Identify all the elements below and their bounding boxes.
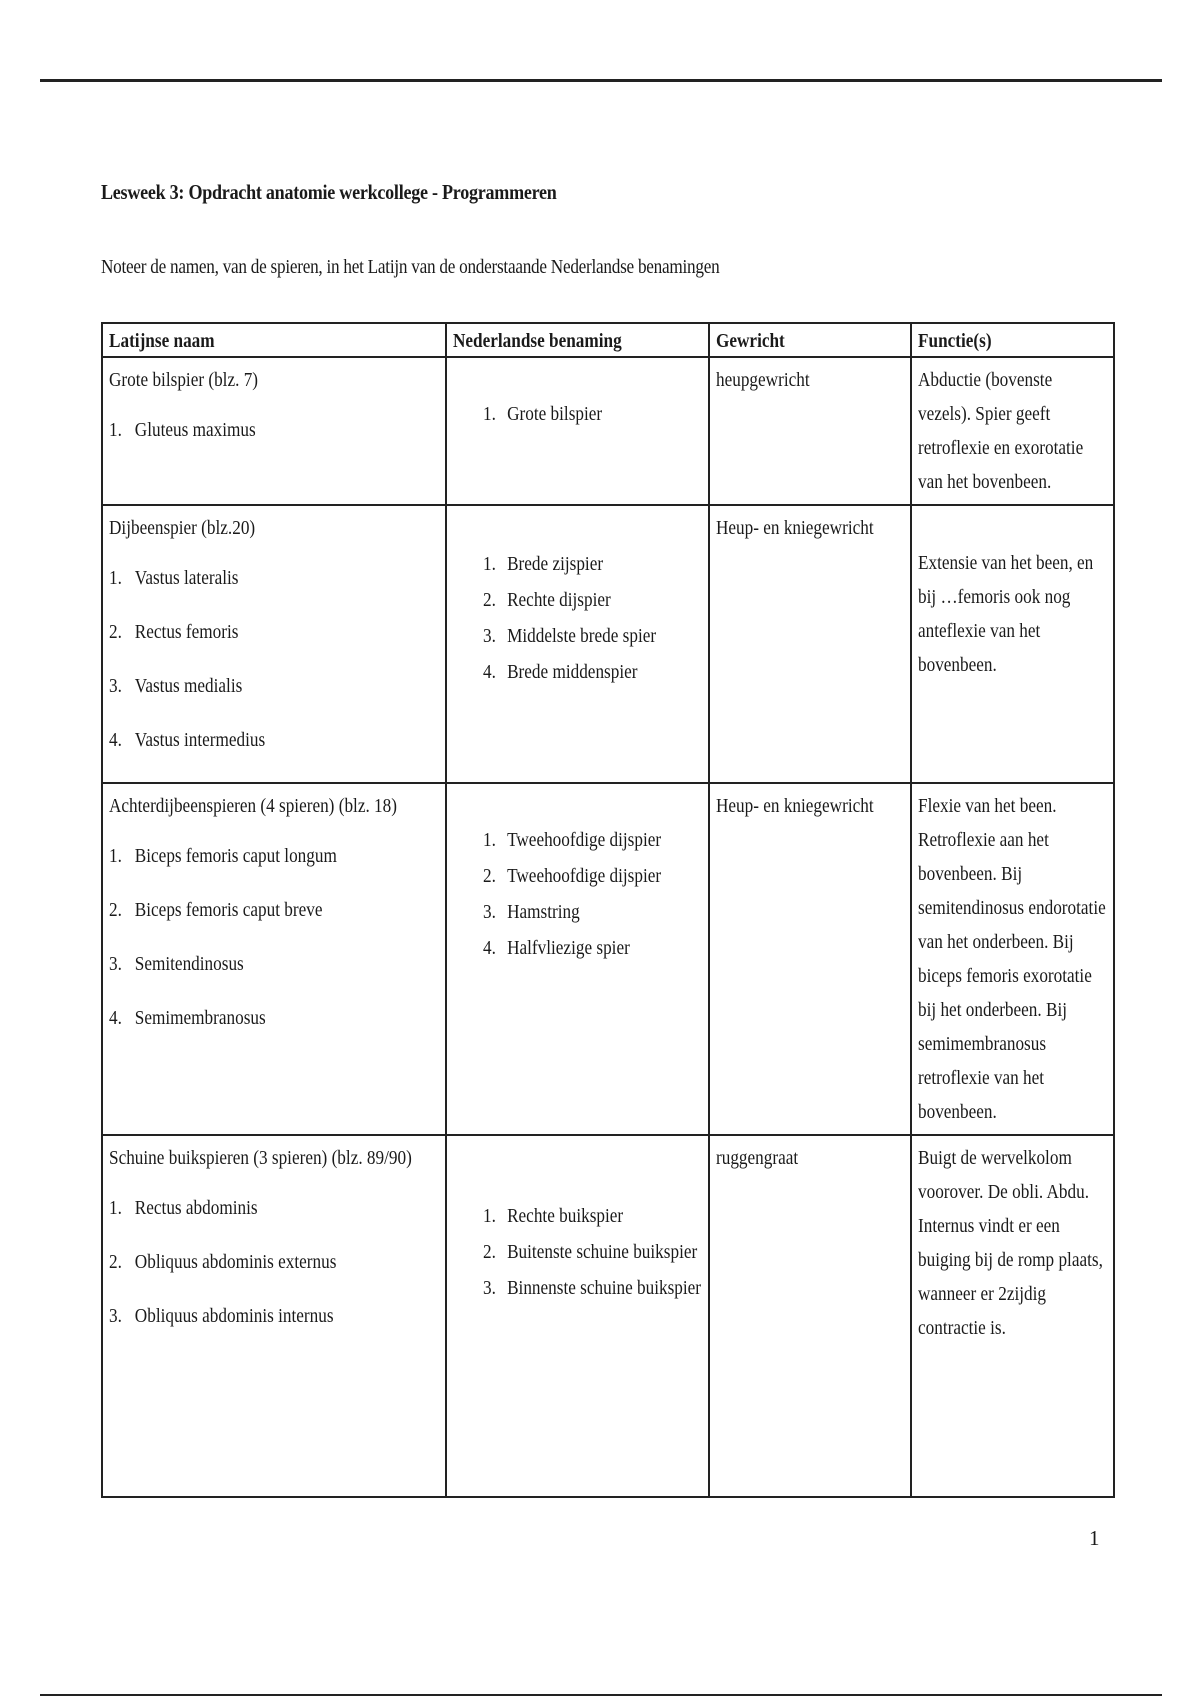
function-cell: Buigt de wervelkolom voorover. De obli. Abdu. Internus vindt er een buiging bij de romp plaats, wanneer er 2zijdig contractie is.: [911, 1135, 1114, 1497]
header-function: Functie(s): [911, 323, 1114, 357]
footer-rule: [40, 1694, 1162, 1696]
dutch-cell: [446, 505, 709, 783]
list-item: 4. Halfvliezige spier: [483, 937, 630, 959]
list-item: 2. Buitenste schuine buikspier: [483, 1241, 698, 1263]
table-row: [102, 1135, 1114, 1497]
instruction-text: Noteer de namen, van de spieren, in het Latijn van de onderstaande Nederlandse benamingen: [101, 256, 720, 278]
list-item: 3. Middelste brede spier: [483, 625, 657, 647]
dutch-cell: [446, 1135, 709, 1497]
list-item: 3. Semitendinosus: [109, 953, 244, 975]
list-item: 2. Rechte dijspier: [483, 589, 611, 611]
header-rule: [40, 79, 1162, 82]
dutch-cell: [446, 357, 709, 505]
list-item: 4. Vastus intermedius: [109, 729, 266, 751]
latin-cell: Dijbeenspier (blz.20) 1. Vastus lateralis 2. Rectus femoris 3. Vastus medialis 4. Vastus intermedius: [102, 505, 446, 783]
list-item: 1. Brede zijspier: [483, 553, 604, 575]
joint-cell: ruggengraat: [709, 1135, 911, 1497]
list-item: 4. Semimembranosus: [109, 1007, 266, 1029]
latin-cell: Grote bilspier (blz. 7) 1. Gluteus maximus: [102, 357, 446, 505]
table-row: [102, 505, 1114, 783]
list-item: 1. Rechte buikspier: [483, 1205, 624, 1227]
list-item: 3. Obliquus abdominis internus: [109, 1305, 334, 1327]
list-item: 2. Rectus femoris: [109, 621, 239, 643]
header-joint: Gewricht: [709, 323, 911, 357]
function-cell: Abductie (bovenste vezels). Spier geeft retroflexie en exorotatie van het bovenbeen.: [911, 357, 1114, 505]
page-number: 1: [1089, 1526, 1100, 1550]
list-item: 3. Binnenste schuine buikspier: [483, 1277, 702, 1299]
function-cell: Extensie van het been, en bij …femoris ook nog anteflexie van het bovenbeen.: [911, 505, 1114, 783]
latin-cell: Achterdijbeenspieren (4 spieren) (blz. 18) 1. Biceps femoris caput longum 2. Biceps femoris caput breve 3. Semitendinosus 4. Semimembranosus: [102, 783, 446, 1135]
function-cell: Flexie van het been. Retroflexie aan het bovenbeen. Bij semitendinosus endorotatie van het onderbeen. Bij biceps femoris exorotatie bij het onderbeen. Bij semimembranosus retroflexie van het bovenbeen.: [911, 783, 1114, 1135]
header-latin: Latijnse naam: [102, 323, 446, 357]
list-item: 2. Obliquus abdominis externus: [109, 1251, 337, 1273]
page-title: Lesweek 3: Opdracht anatomie werkcollege - Programmeren: [101, 180, 557, 204]
list-item: 2. Biceps femoris caput breve: [109, 899, 323, 921]
joint-cell: Heup- en kniegewricht: [709, 783, 911, 1135]
list-item: 4. Brede middenspier: [483, 661, 638, 683]
list-item: 3. Hamstring: [483, 901, 580, 923]
list-item: 3. Vastus medialis: [109, 675, 243, 697]
table-header-row: [102, 323, 1114, 357]
joint-cell: Heup- en kniegewricht: [709, 505, 911, 783]
table-row: [102, 357, 1114, 505]
list-item: 1. Biceps femoris caput longum: [109, 845, 337, 867]
list-item: 1. Grote bilspier: [483, 403, 603, 425]
header-dutch: Nederlandse benaming: [446, 323, 709, 357]
list-item: 1. Gluteus maximus: [109, 419, 256, 441]
list-item: 1. Rectus abdominis: [109, 1197, 258, 1219]
list-item: 1. Vastus lateralis: [109, 567, 239, 589]
table-row: [102, 783, 1114, 1135]
muscle-table: [101, 322, 1115, 1498]
list-item: 2. Tweehoofdige dijspier: [483, 865, 662, 887]
dutch-cell: [446, 783, 709, 1135]
joint-cell: heupgewricht: [709, 357, 911, 505]
list-item: 1. Tweehoofdige dijspier: [483, 829, 662, 851]
latin-cell: Schuine buikspieren (3 spieren) (blz. 89/90) 1. Rectus abdominis 2. Obliquus abdominis externus 3. Obliquus abdominis internus: [102, 1135, 446, 1497]
